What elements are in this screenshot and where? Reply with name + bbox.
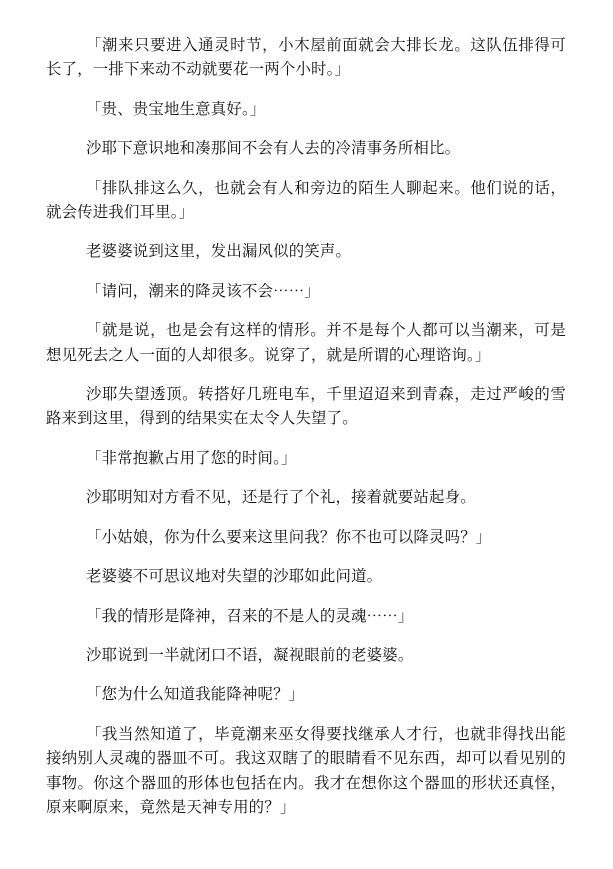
paragraph-4: 「排队排这么久，也就会有人和旁边的陌生人聊起来。他们说的话，就会传进我们耳里。」 (46, 178, 566, 222)
paragraph-11: 「小姑娘，你为什么要来这里问我？你不也可以降灵吗？」 (86, 527, 492, 546)
paragraph-5: 老婆婆说到这里，发出漏风似的笑声。 (86, 242, 352, 261)
paragraph-2: 「贵、贵宝地生意真好。」 (86, 99, 266, 118)
paragraph-1: 「潮来只要进入通灵时节，小木屋前面就会大排长龙。这队伍排得可长了，一排下来动不动就要花一两个小时。」 (46, 36, 566, 79)
paragraph-15: 「您为什么知道我能降神呢？」 (86, 685, 305, 704)
paragraph-14: 沙耶说到一半就闭口不语，凝视眼前的老婆婆。 (86, 645, 414, 664)
paragraph-8: 沙耶失望透顶。转搭好几班电车，千里迢迢来到青森，走过严峻的雪路来到这里，得到的结果实在太令人失望了。 (46, 385, 566, 428)
paragraph-9: 「非常抱歉占用了您的时间。」 (86, 448, 297, 467)
paragraph-16: 「我当然知道了，毕竟潮来巫女得要找继承人才行，也就非得找出能接纳别人灵魂的器皿不可。我这双瞎了的眼睛看不见东西，却可以看见别的事物。你这个器皿的形体也包括在内。我才在想你这个器皿的形状还真怪，原来啊原来，竟然是天神专用的？」 (46, 724, 566, 816)
paragraph-3: 沙耶下意识地和凑那间不会有人去的冷清事务所相比。 (86, 139, 461, 158)
paragraph-10: 沙耶明知对方看不见，还是行了个礼，接着就要站起身。 (86, 488, 476, 507)
paragraph-12: 老婆婆不可思议地对失望的沙耶如此问道。 (86, 567, 383, 586)
paragraph-6: 「请问，潮来的降灵该不会⋯⋯」 (86, 281, 320, 300)
paragraph-7: 「就是说，也是会有这样的情形。并不是每个人都可以当潮来，可是想见死去之人一面的人却很多。说穿了，就是所谓的心理谘询。」 (46, 321, 566, 364)
paragraph-13: 「我的情形是降神，召来的不是人的灵魂⋯⋯」 (86, 606, 414, 625)
